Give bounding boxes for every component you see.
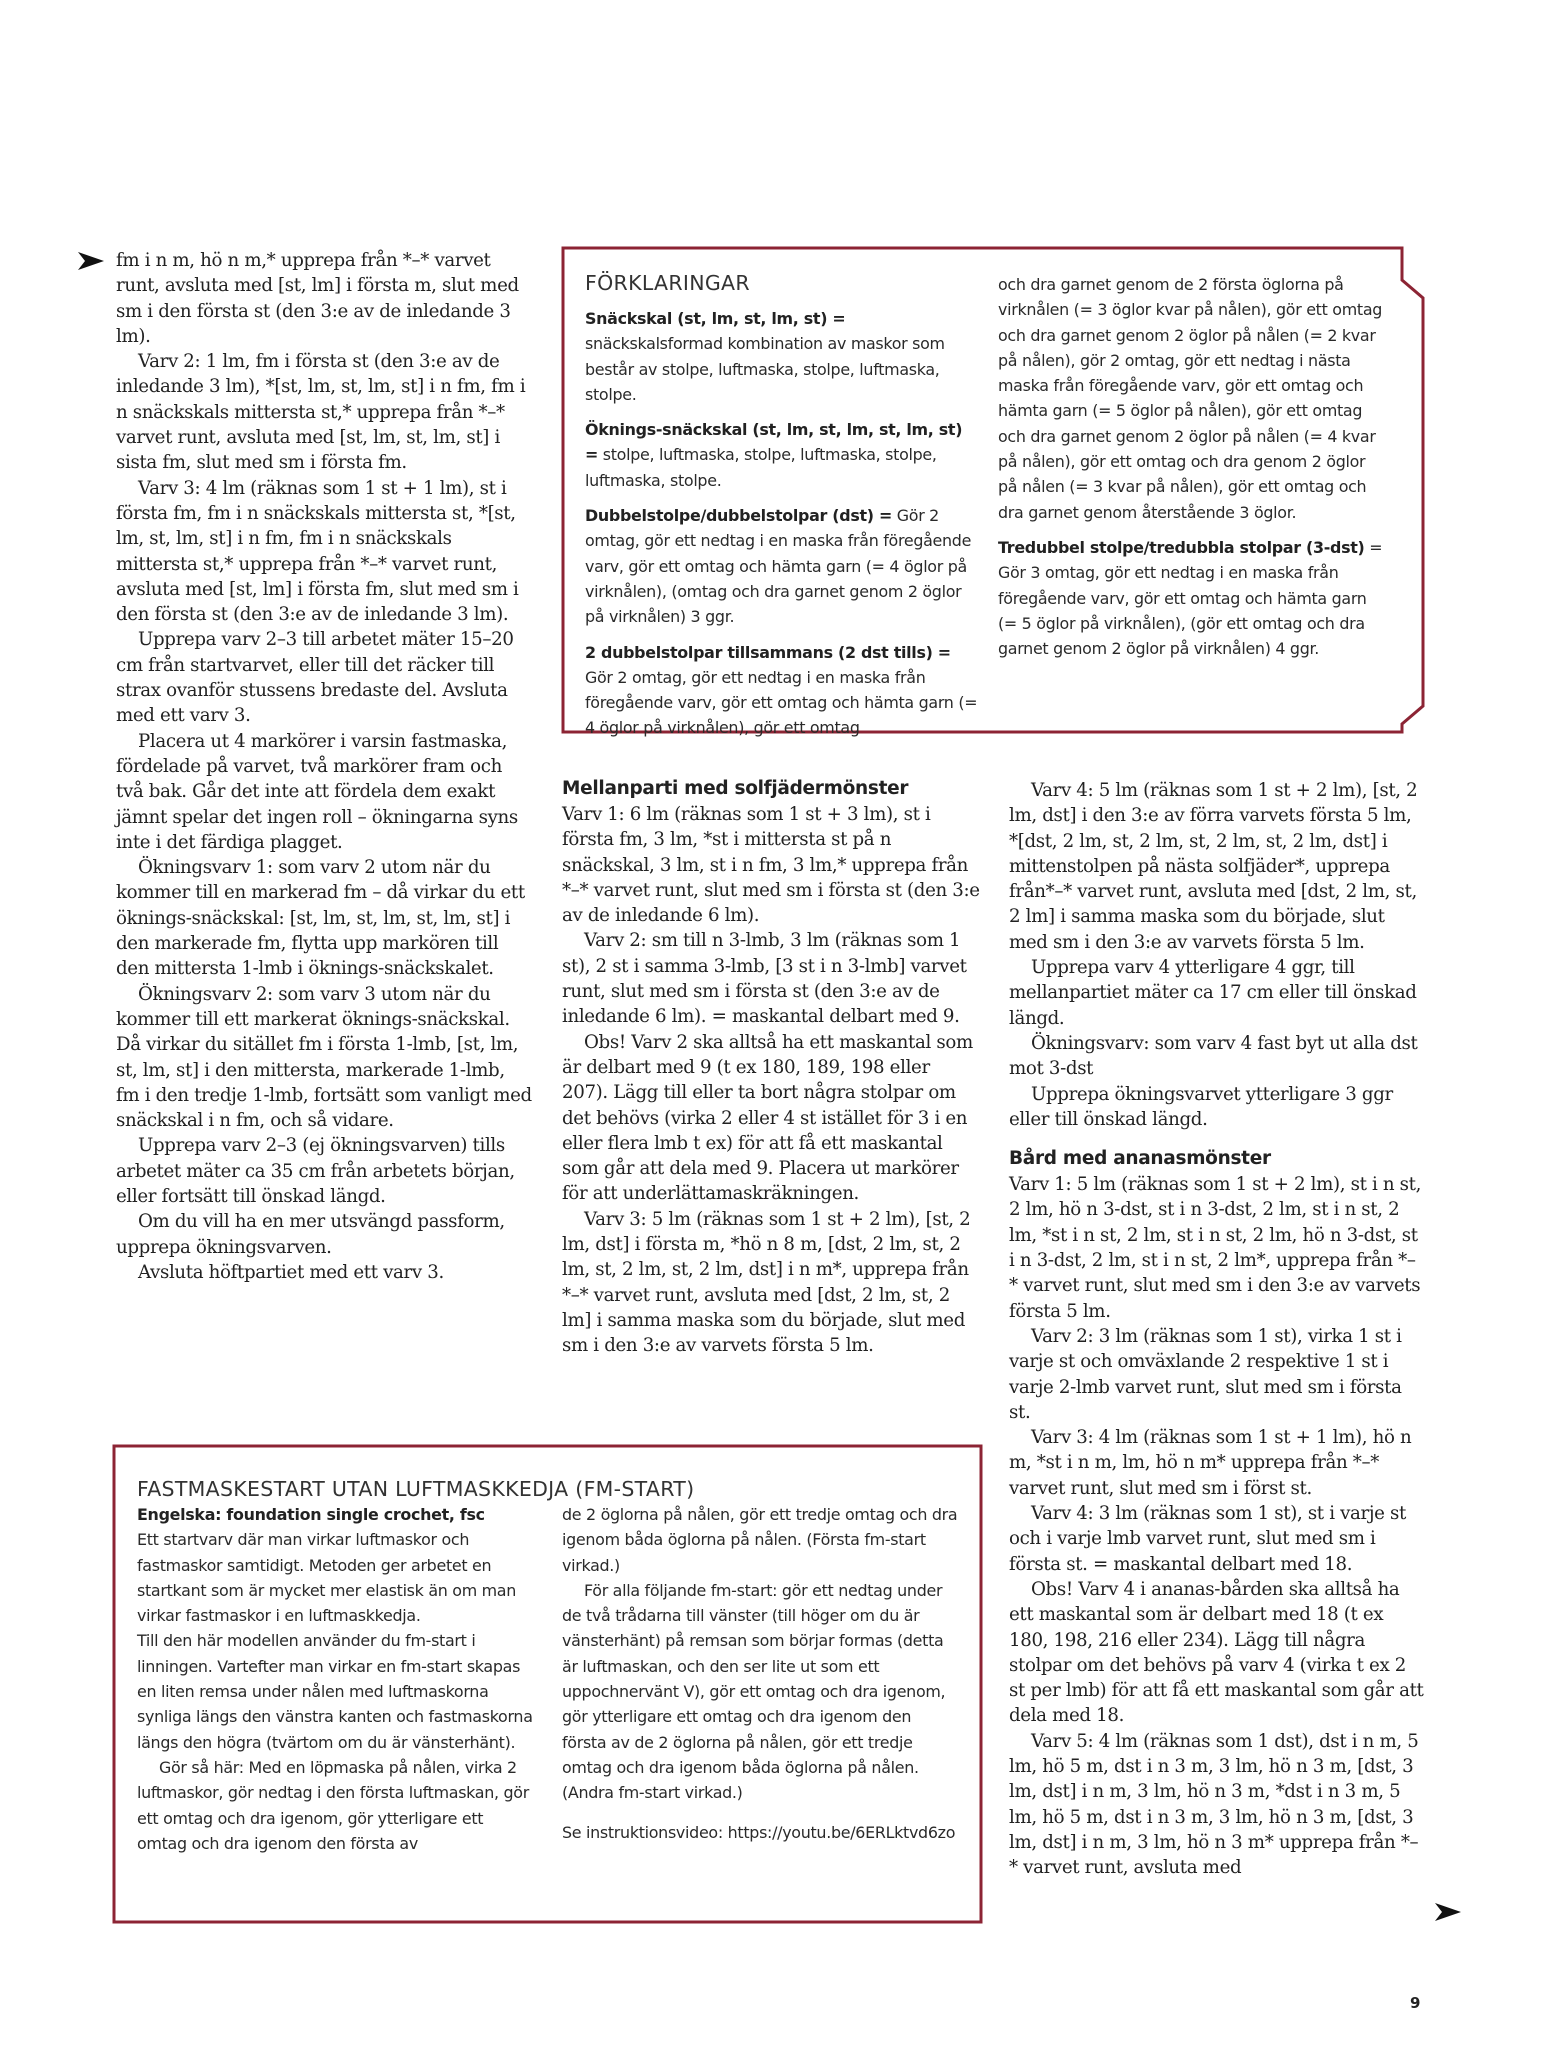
paragraph: Avsluta höftpartiet med ett varv 3.	[138, 1261, 444, 1283]
paragraph: Varv 4: 3 lm (räknas som 1 st), st i varje st och i varje lmb varvet runt, slut med sm i första st. = maskantal delbart med 18.	[1009, 1503, 1406, 1575]
page-number: 9	[1410, 1994, 1421, 2012]
column-3-text	[1009, 778, 1424, 1880]
definitions-box-title: FÖRKLARINGAR	[585, 271, 750, 295]
definitions-right-column	[998, 272, 1388, 661]
video-link-text[interactable]: Se instruktionsvideo: https://youtu.be/6ERLktvd6zo	[562, 1822, 956, 1842]
definition-term: Snäckskal (st, lm, st, lm, st) =	[585, 309, 846, 328]
definition-item: Dubbelstolpe/dubbelstolpar (dst) = Gör 2 omtag, gör ett nedtag i en maska från föregående varv, gör ett omtag och hämta garn (= 4 öglor på virknålen), (omtag och dra garnet genom 2 öglor på virknålen) 3 ggr.	[585, 506, 972, 627]
paragraph: Om du vill ha en mer utsvängd passform, upprepa ökningsvarven.	[116, 1211, 505, 1258]
paragraph: Obs! Varv 2 ska alltså ha ett maskantal som är delbart med 9 (t ex 180, 189, 198 eller 207). Lägg till eller ta bort några stolpar om det behövs (virka 2 eller 4 st istället för 3 i en eller flera lmb t ex) för att få ett maskantal som går att dela med 9. Placera ut markörer för att underlättamaskräkningen.	[562, 1031, 973, 1205]
paragraph: Varv 3: 5 lm (räknas som 1 st + 2 lm), [st, 2 lm, dst] i första m, *hö n 8 m, [dst, 2 lm, st, 2 lm, st, 2 lm, st, 2 lm, dst] i n m*, upprepa från *–* varvet runt, avsluta med [dst, 2 lm, st, 2 lm] i samma maska som du började, slut med sm i den 3:e av varvets första 5 lm.	[562, 1208, 971, 1357]
paragraph: Placera ut 4 markörer i varsin fastmaska, fördelade på varvet, två markörer fram och två bak. Går det inte att fördela dem exakt jämnt spelar det ingen roll – ökningarna syns inte i det färdiga plagget.	[116, 730, 518, 853]
definition-term: Öknings-snäckskal (st, lm, st, lm, st, lm, st) =	[585, 420, 963, 465]
paragraph: Ökningsvarv 2: som varv 3 utom när du kommer till ett markerat öknings-snäckskal. Då virkar du sitället fm i första 1-lmb, [st, lm, st, lm, st] i den mittersta, markerade 1-lmb, fm i den tredje 1-lmb, fortsätt som vanligt med snäckskal i n fm, och så vidare.	[116, 983, 532, 1132]
paragraph: Obs! Varv 4 i ananas-bården ska alltså ha ett maskantal som är delbart med 18 (t ex 180, 198, 216 eller 234). Lägg till några stolpar om det behövs på varv 4 (virka t ex 2 st per lmb) för att få ett maskantal som går att dela med 18.	[1009, 1578, 1424, 1727]
paragraph: de 2 öglorna på nålen, gör ett tredje omtag och dra igenom båda öglorna på nålen. (Första fm-start virkad.)	[562, 1505, 958, 1575]
column-2-text	[562, 776, 980, 1359]
paragraph: För alla följande fm-start: gör ett nedtag under de två trådarna till vänster (till höger om du är vänsterhänt) på remsan som börjar formas (detta är luftmaskan, och den ser lite ut som ett uppochnervänt V), gör ett omtag och dra igenom, gör ytterligare ett omtag och dra igenom den första av de 2 öglorna på nålen, gör ett tredje omtag och dra igenom båda öglorna på nålen. (Andra fm-start virkad.)	[562, 1580, 946, 1803]
paragraph: Ökningsvarv: som varv 4 fast byt ut alla dst mot 3-dst	[1009, 1032, 1418, 1080]
fm-start-left-column	[137, 1502, 535, 1856]
paragraph: Gör så här: Med en löpmaska på nålen, virka 2 luftmaskor, gör nedtag i den första luftmaskan, gör ett omtag och dra igenom, gör ytterligare ett omtag och dra igenom den första av	[137, 1757, 529, 1853]
paragraph: Upprepa varv 4 ytterligare 4 ggr, till mellanpartiet mäter ca 17 cm eller till önskad längd.	[1009, 957, 1417, 1029]
paragraph: Varv 2: 3 lm (räknas som 1 st), virka 1 st i varje st och omväxlande 2 respektive 1 st i varje 2-lmb varvet runt, slut med sm i första st.	[1009, 1325, 1402, 1423]
definition-item: Tredubbel stolpe/tredubbla stolpar (3-dst) = Gör 3 omtag, gör ett nedtag i en maska från föregående varv, gör ett omtag och hämta garn (= 5 öglor på virknålen), (gör ett omtag och dra garnet genom 2 öglor på virknålen) 4 ggr.	[998, 537, 1383, 659]
paragraph: Varv 3: 4 lm (räknas som 1 st + 1 lm), hö n m, *st i n m, lm, hö n m* upprepa från *–* varvet runt, slut med sm i först st.	[1009, 1427, 1412, 1499]
definition-term: Dubbelstolpe/dubbelstolpar (dst) =	[585, 506, 893, 526]
column-1-text	[116, 248, 532, 1285]
paragraph: Ett startvarv där man virkar luftmaskor och fastmaskor samtidigt. Metoden ger arbetet en startkant som är mycket mer elastisk än om man virkar fastmaskor i en luftmaskkedja.	[137, 1530, 517, 1626]
definition-item: och dra garnet genom de 2 första öglorna på virknålen (= 3 öglor kvar på nålen), gör ett omtag och dra garnet genom 2 öglor på nålen (= 2 kvar på nålen), gör 2 omtag, gör ett nedtag i nästa maska från föregående varv, gör ett omtag och hämta garn (= 5 öglor på nålen), gör ett omtag och dra garnet genom 2 öglor på nålen (= 4 kvar på nålen), gör ett omtag och dra genom 2 öglor på nålen (= 3 kvar på nålen), gör ett omtag och dra garnet genom återstående 3 öglor.	[998, 275, 1383, 522]
paragraph: fm i n m, hö n m,* upprepa från *–* varvet runt, avsluta med [st, lm] i första m, slut med sm i den första st (den 3:e av de inledande 3 lm).	[116, 250, 519, 347]
paragraph: Varv 1: 5 lm (räknas som 1 st + 2 lm), st i n st, 2 lm, hö n 3-dst, st i n 3-dst, 2 lm, st i n st, 2 lm, *st i n st, 2 lm, st i n st, 2 lm, hö n 3-dst, st i n 3-dst, 2 lm, st i n st, 2 lm*, upprepa från *–* varvet runt, slut med sm i den 3:e av varvets första 5 lm.	[1009, 1174, 1422, 1322]
definition-item: Öknings-snäckskal (st, lm, st, lm, st, lm, st) = stolpe, luftmaska, stolpe, luftmaska, stolpe, luftmaska, stolpe.	[585, 420, 963, 490]
section-heading-bard: Bård med ananasmönster	[1009, 1148, 1271, 1170]
continued-from-arrow-icon	[78, 252, 104, 270]
fm-start-box	[137, 1476, 957, 1504]
paragraph: Varv 2: sm till n 3-lmb, 3 lm (räknas som 1 st), 2 st i samma 3-lmb, [3 st i n 3-lmb] varvet runt, slut med sm i första st (den 3:e av de inledande 6 lm). = maskantal delbart med 9.	[562, 930, 967, 1028]
paragraph: Varv 2: 1 lm, fm i första st (den 3:e av de inledande 3 lm), *[st, lm, st, lm, st] i n fm, fm i n snäckskals mittersta st,* upprepa från *–* varvet runt, avsluta med [st, lm, st, lm, st] i sista fm, slut med sm i första fm.	[116, 351, 526, 474]
paragraph: Till den här modellen använder du fm-start i linningen. Vartefter man virkar en fm-start skapas en liten remsa under nålen med luftmaskorna synliga längs den vänstra kanten och fastmaskorna längs den högra (tvärtom om du är vänsterhänt).	[137, 1631, 533, 1752]
paragraph: Varv 1: 6 lm (räknas som 1 st + 3 lm), st i första fm, 3 lm, *st i mittersta st på n snäckskal, 3 lm, st i n fm, 3 lm,* upprepa från *–* varvet runt, slut med sm i första st (den 3:e av de inledande 6 lm).	[562, 804, 980, 927]
paragraph: Varv 5: 4 lm (räknas som 1 dst), dst i n m, 5 lm, hö 5 m, dst i n 3 m, 3 lm, hö n 3 m, [dst, 3 lm, dst] i n m, 3 lm, hö n 3 m, *dst i n 3 m, 5 lm, hö 5 m, dst i n 3 m, 3 lm, hö n 3 m, [dst, 3 lm, dst] i n m, 3 lm, hö n 3 m* upprepa från *–* varvet runt, avsluta med	[1009, 1730, 1419, 1879]
continued-arrow-icon	[1435, 1903, 1461, 1921]
paragraph: Varv 3: 4 lm (räknas som 1 st + 1 lm), st i första fm, fm i n snäckskals mittersta st, *[st, lm, st, lm, st] i n fm, fm i n snäckskals mittersta st,* upprepa från *–* varvet runt, avsluta med [st, lm] i första fm, slut med sm i den första st (den 3:e av de inledande 3 lm).	[116, 477, 519, 626]
definition-term: Tredubbel stolpe/tredubbla stolpar (3-dst)	[998, 537, 1365, 557]
english-term: Engelska: foundation single crochet, fsc	[137, 1505, 485, 1524]
definition-term: 2 dubbelstolpar tillsammans (2 dst tills) =	[585, 642, 951, 662]
paragraph: Varv 4: 5 lm (räknas som 1 st + 2 lm), [st, 2 lm, dst] i den 3:e av förra varvets första 5 lm, *[dst, 2 lm, st, 2 lm, st, 2 lm, st, 2 lm, dst] i mittenstolpen på nästa solfjäder*, upprepa från*–* varvet runt, avsluta med [dst, 2 lm, st, 2 lm] i samma maska som du började, slut med sm i den 3:e av varvets första 5 lm.	[1009, 780, 1418, 953]
paragraph: Upprepa ökningsvarvet ytterligare 3 ggr eller till önskad längd.	[1009, 1083, 1393, 1130]
definition-item: Snäckskal (st, lm, st, lm, st) = snäckskalsformad kombination av maskor som består av stolpe, luftmaska, stolpe, luftmaska, stolpe.	[585, 309, 945, 404]
paragraph: Upprepa varv 2–3 till arbetet mäter 15–20 cm från startvarvet, eller till det räcker till strax ovanför stussens bredaste del. Avsluta med ett varv 3.	[116, 629, 514, 727]
definition-item: 2 dubbelstolpar tillsammans (2 dst tills) = Gör 2 omtag, gör ett nedtag i en maska från föregående varv, gör ett omtag och hämta garn (= 4 öglor på virknålen), gör ett omtag	[585, 642, 978, 738]
section-heading-mellanparti: Mellanparti med solfjädermönster	[562, 778, 909, 799]
fm-start-right-column	[562, 1502, 960, 1845]
fm-start-box-title: FASTMASKESTART UTAN LUFTMASKKEDJA (FM-START)	[137, 1477, 695, 1501]
paragraph: Ökningsvarv 1: som varv 2 utom när du kommer till en markerad fm – då virkar du ett öknings-snäckskal: [st, lm, st, lm, st, lm, st] i den markerade fm, flytta upp markören till den mittersta 1-lmb i öknings-snäckskalet.	[116, 857, 525, 980]
definitions-left-column	[585, 306, 980, 741]
paragraph: Upprepa varv 2–3 (ej ökningsvarven) tills arbetet mäter ca 35 cm från arbetets början, eller fortsätt till önskad längd.	[116, 1135, 515, 1207]
